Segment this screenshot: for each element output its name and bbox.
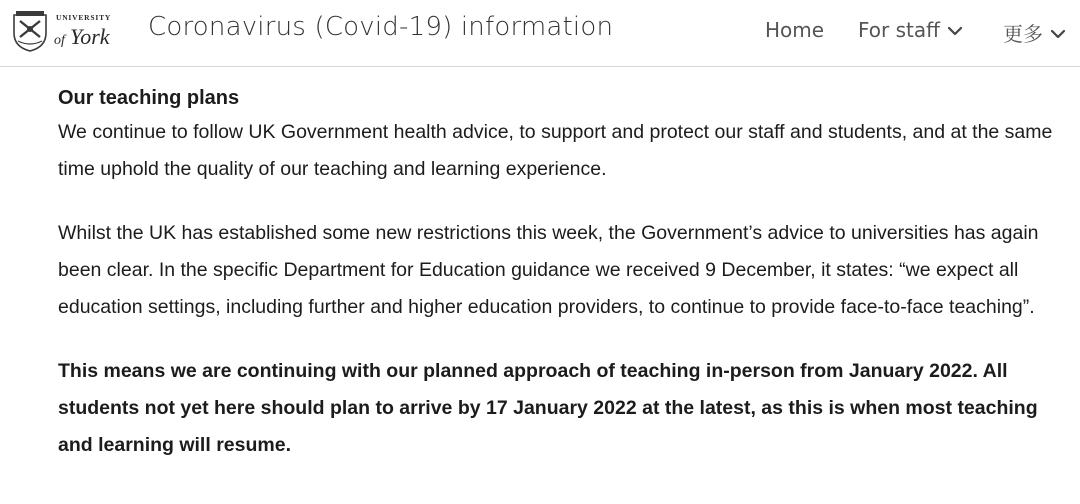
paragraph-restrictions: Whilst the UK has established some new restrictions this week, the Government’s advice to universities has again been clear. In the specific Department for Education guidance we received 9 December, it states: “we expect all education settings, including further and higher education providers, to continue to provide face-to-face teaching”. (58, 222, 1039, 318)
paragraph-government-advice: We continue to follow UK Government health advice, to support and protect our staff and students, and at the same time uphold the quality of our teaching and learning experience. (58, 121, 1053, 180)
main-content (58, 82, 1073, 464)
crest-icon (14, 11, 46, 51)
nav-for-staff-label: For staff (858, 18, 940, 42)
nav-home-link[interactable] (765, 18, 824, 42)
svg-text:York: York (70, 24, 110, 49)
svg-text:UNIVERSITY: UNIVERSITY (56, 13, 112, 22)
site-title[interactable]: Coronavirus (Covid-19) information (148, 12, 614, 42)
nav-more-menu[interactable] (1003, 18, 1066, 47)
nav-home-label: Home (765, 18, 825, 42)
site-header (0, 0, 1080, 67)
paragraph-teaching-in-person: This means we are continuing with our planned approach of teaching in-person from January 2022. All students not yet here should plan to arrive by 17 January 2022 at the latest, as this is when most teaching and learning will resume. (58, 360, 1038, 456)
section-heading: Our teaching plans (58, 87, 240, 109)
nav-more-label: 更多 (1003, 22, 1043, 46)
chevron-down-icon (947, 23, 963, 39)
svg-text:of: of (54, 33, 65, 48)
chevron-down-icon (1050, 26, 1066, 42)
university-of-york-logo[interactable] (10, 7, 122, 53)
nav-for-staff-menu[interactable] (858, 18, 963, 42)
